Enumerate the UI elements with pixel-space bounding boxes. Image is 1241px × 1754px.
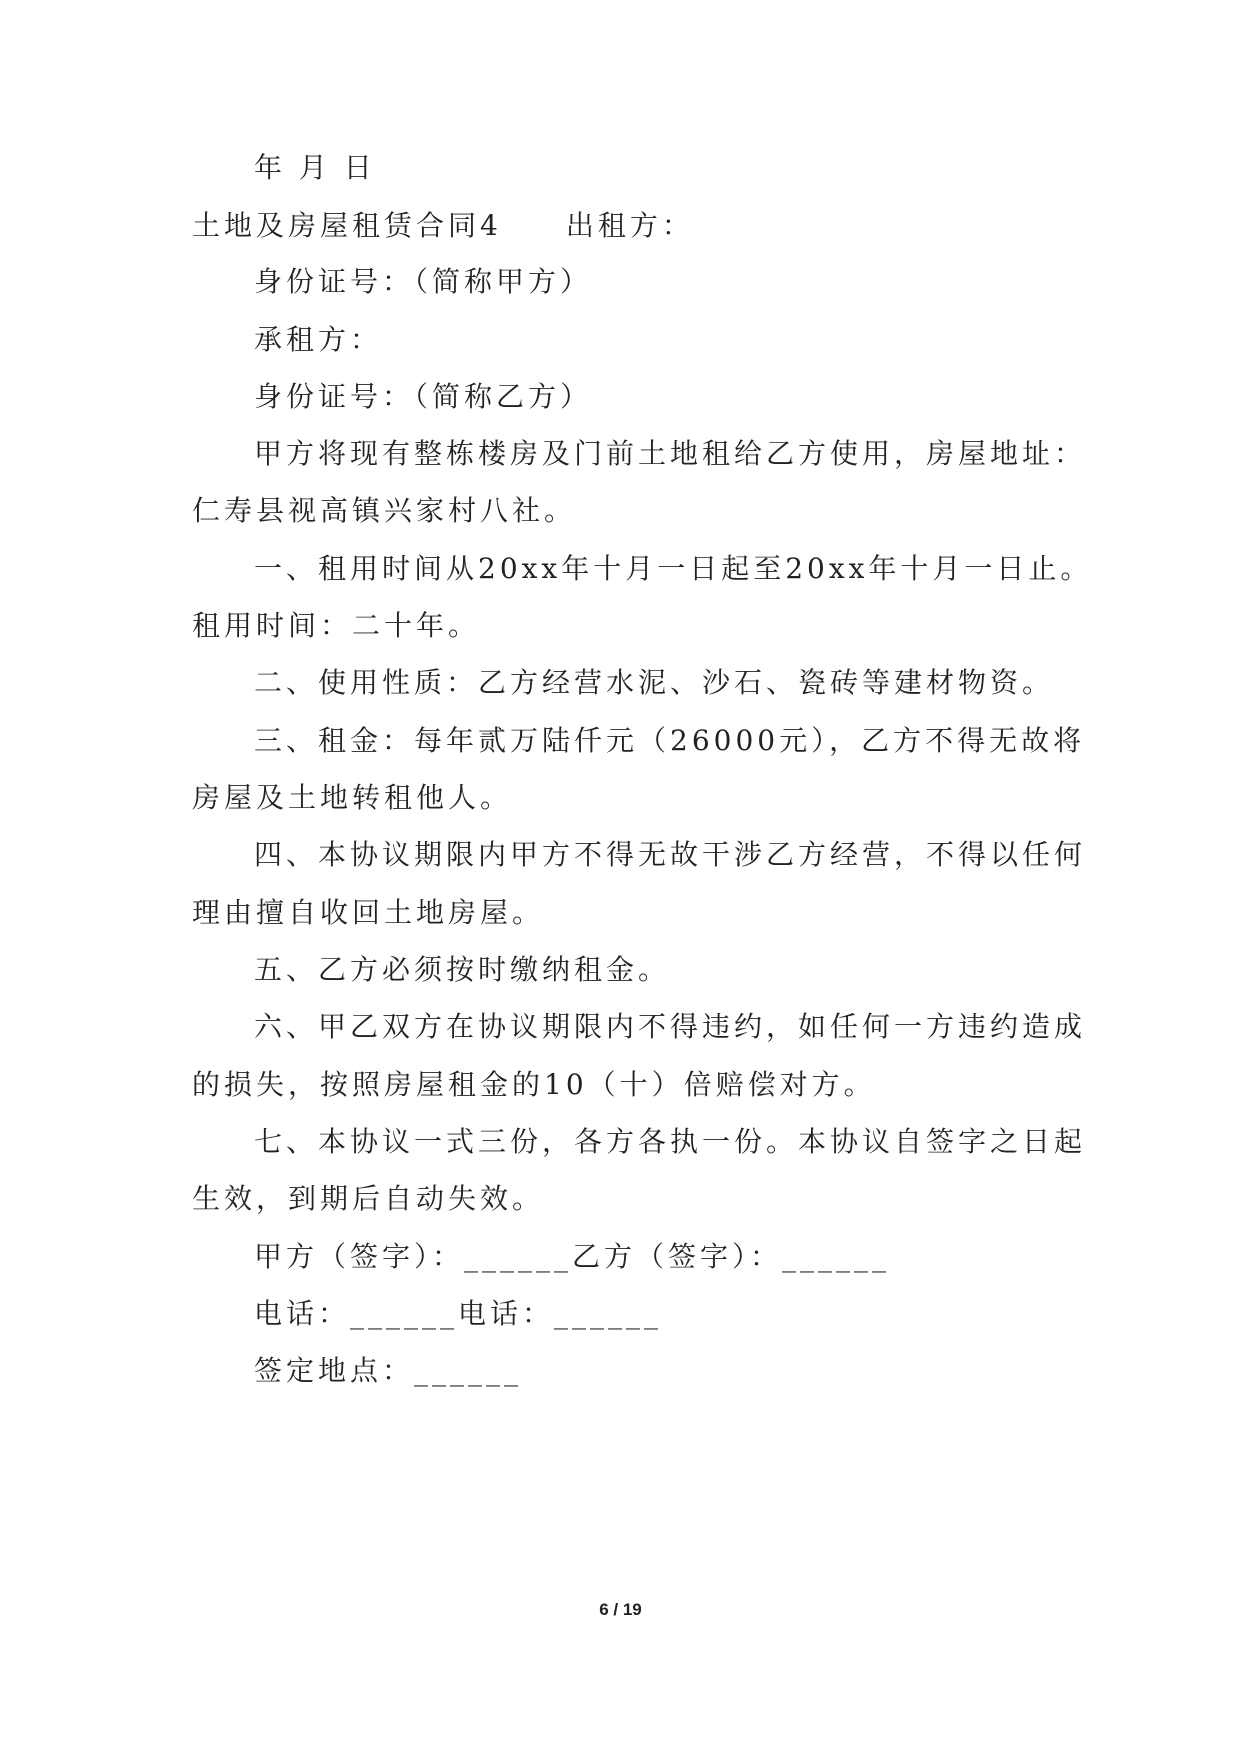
- lessor-id-line: 身份证号：（简称甲方）: [254, 265, 593, 298]
- clause-7-line-1: 七、本协议一式三份，各方各执一份。本协议自签字之日起: [254, 1125, 1087, 1158]
- clause-3-line-1: 三、租金：每年贰万陆仟元（26000元），乙方不得无故将: [254, 724, 1086, 757]
- clause-1-line-1: 一、租用时间从20xx年十月一日起至20xx年十月一日止。: [254, 552, 1093, 585]
- paragraph-address-line-1: 甲方将现有整栋楼房及门前土地租给乙方使用，房屋地址：: [254, 437, 1087, 470]
- phone-line: 电话：______电话：______: [254, 1297, 663, 1330]
- clause-3-line-2: 房屋及土地转租他人。: [192, 781, 513, 814]
- clause-7-line-2: 生效，到期后自动失效。: [192, 1182, 545, 1215]
- signing-place-line: 签定地点：______: [254, 1354, 523, 1387]
- contract-title-line: 土地及房屋租赁合同4 出租方：: [192, 209, 694, 242]
- signature-line: 甲方（签字）：______乙方（签字）：______: [254, 1240, 891, 1273]
- clause-1-line-2: 租用时间：二十年。: [192, 609, 481, 642]
- lessee-line: 承租方：: [254, 323, 383, 356]
- clause-4-line-2: 理由擅自收回土地房屋。: [192, 896, 545, 929]
- date-line: 年 月 日: [254, 151, 376, 184]
- clause-2-line: 二、使用性质：乙方经营水泥、沙石、瓷砖等建材物资。: [254, 666, 1055, 699]
- paragraph-address-line-2: 仁寿县视高镇兴家村八社。: [192, 494, 577, 527]
- clause-4-line-1: 四、本协议期限内甲方不得无故干涉乙方经营，不得以任何: [254, 838, 1087, 871]
- page-number: 6 / 19: [599, 1600, 642, 1619]
- clause-6-line-1: 六、甲乙双方在协议期限内不得违约，如任何一方违约造成: [254, 1010, 1087, 1043]
- clause-6-line-2: 的损失，按照房屋租金的10（十）倍赔偿对方。: [192, 1068, 876, 1101]
- clause-5-line: 五、乙方必须按时缴纳租金。: [254, 953, 671, 986]
- lessee-id-line: 身份证号：（简称乙方）: [254, 380, 593, 413]
